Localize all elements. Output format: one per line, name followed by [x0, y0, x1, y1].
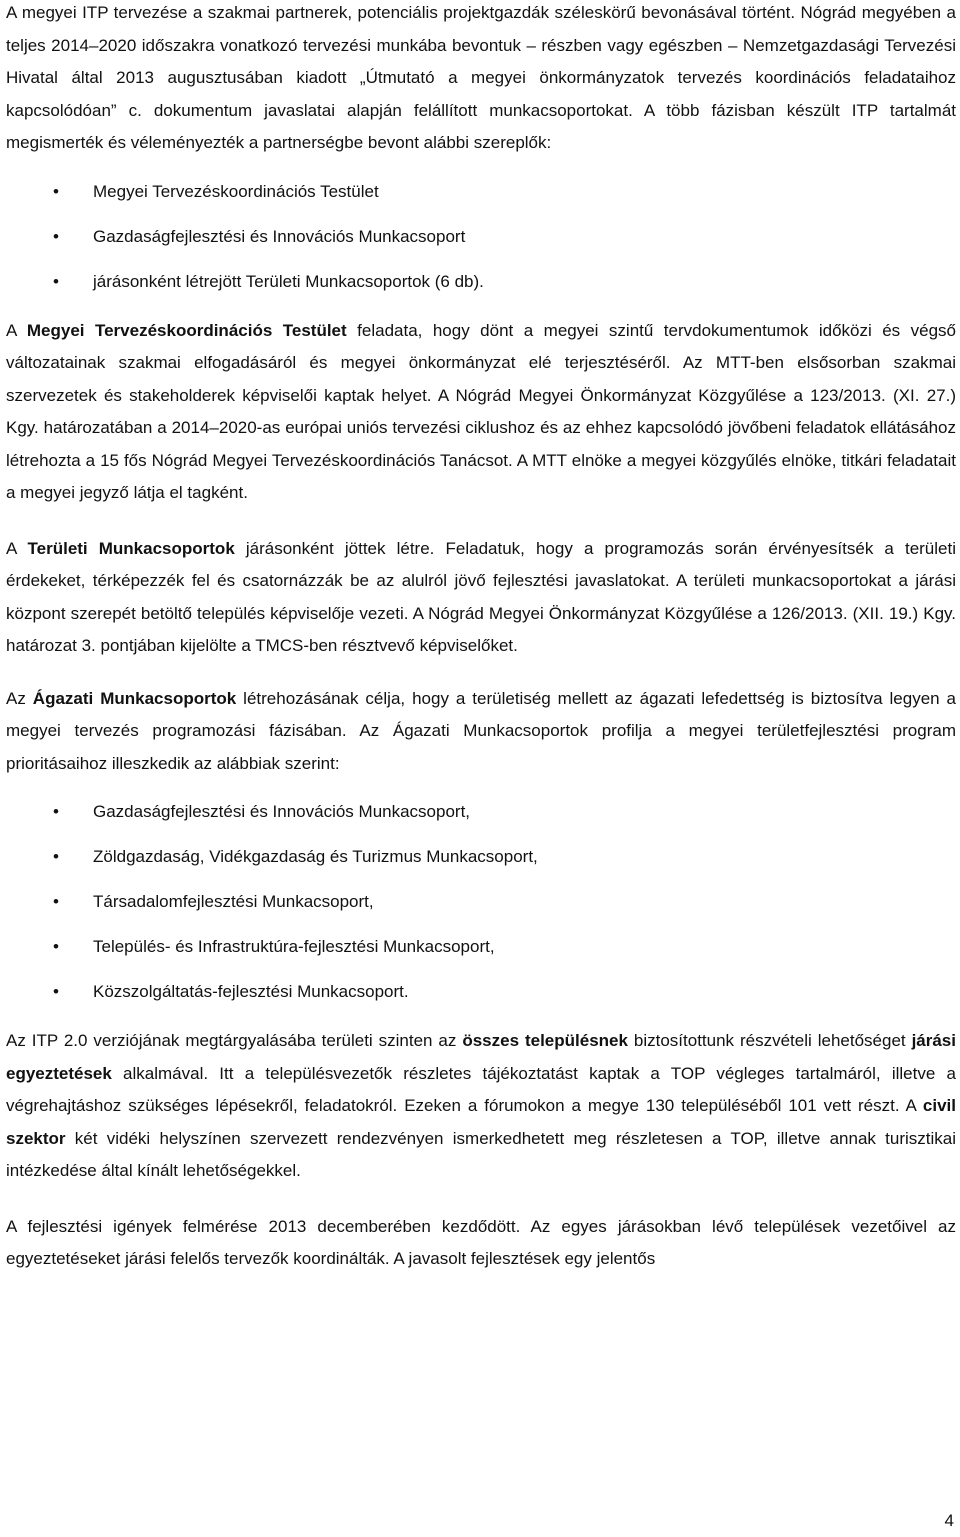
bullet-icon: • [53, 847, 59, 866]
paragraph-text: biztosítottunk részvételi lehetőséget [627, 1031, 912, 1050]
paragraph-text: Az [6, 688, 33, 708]
list-item-text: Közszolgáltatás-fejlesztési Munkacsoport. [93, 982, 409, 1001]
paragraph-text: A fejlesztési igények felmérése 2013 decemberében kezdődött. Az egyes járásokban lévő települések vezetőivel az egyeztetéseket járási felelős tervezők koordinálták. A javasolt fejlesztések egy jelentős [6, 1216, 956, 1268]
document-page [6, 0, 956, 1276]
bullet-icon: • [53, 181, 59, 201]
bold-term: Megyei Tervezéskoordinációs Testület [26, 320, 347, 340]
bold-term: Ágazati Munkacsoportok [32, 688, 237, 708]
list-item [6, 259, 956, 304]
bullet-icon: • [53, 271, 59, 291]
bullet-icon: • [53, 226, 59, 246]
list-item-text: Gazdaságfejlesztési és Innovációs Munkacsoport [93, 226, 466, 246]
paragraph-text: A megyei ITP tervezése a szakmai partnerek, potenciális projektgazdák széleskörű bevonásával történt. Nógrád megyében a teljes 2014–2020 időszakra vonatkozó tervezési munkába bevontuk – részben vagy egészben – Nemzetgazdasági Tervezési Hivatal által 2013 augusztusában kiadott „Útmutató a megyei önkormányzatok tervezés koordinációs feladataihoz kapcsolódóan” c. dokumentum javaslatai alapján felállított munkacsoportokat. A több fázisban készült ITP tartalmát megismerték és véleményezték a partnerségbe bevont alábbi szereplők: [6, 3, 956, 152]
paragraph-text: alkalmával. Itt a településvezetők részletes tájékoztatást kaptak a TOP végleges tartalmáról, illetve a végrehajtáshoz szükséges lépésekről, feladatokról. Ezeken a fórumokon a megye 130 településéből 101 vett részt. A [6, 1063, 956, 1115]
paragraph-itp-consultation [6, 1025, 956, 1188]
list-item [6, 169, 956, 214]
bullet-icon: • [53, 802, 59, 821]
list-item [6, 834, 956, 879]
list-item [6, 214, 956, 259]
paragraph-text: két vidéki helyszínen szervezett rendezvényen ismerkedhetett meg részletesen a TOP, illetve annak turisztikai intézkedése által kínált lehetőségekkel. [6, 1128, 956, 1180]
paragraph-partnership-intro [6, 0, 956, 160]
paragraph-text: járásonként jöttek létre. Feladatuk, hogy a programozás során érvényesítsék a területi érdekeket, térképezzék fel és csatornázzák be az alulról jövő fejlesztési javaslatokat. A területi munkacsoportokat a járási központ szerepét betöltő település képviselője vezeti. A Nógrád Megyei Önkormányzat Közgyűlése a 126/2013. (XII. 19.) Kgy. határozat 3. pontjában kijelölte a TMCS-ben résztvevő képviselőket. [6, 538, 956, 655]
list-item [6, 789, 956, 834]
bold-term: civil szektor [6, 1096, 956, 1148]
paragraph-text: feladata, hogy dönt a megyei szintű tervdokumentumok időközi és végső változatainak szakmai elfogadásáról és megyei önkormányzat elé terjesztéséről. Az MTT-ben elsősorban szakmai szervezetek és stakeholderek képviselői kaptak helyet. A Nógrád Megyei Önkormányzat Közgyűlése a 123/2013. (XI. 27.) Kgy. határozatában a 2014–2020-as európai uniós tervezési ciklushoz és az ehhez kapcsolódó jövőbeni feladatok ellátásához létrehozta a 15 fős Nógrád Megyei Tervezéskoordinációs Tanácsot. A MTT elnöke a megyei közgyűlés elnöke, titkári feladatait a megyei jegyző látja el tagként. [6, 320, 957, 502]
list-item-text: Gazdaságfejlesztési és Innovációs Munkacsoport, [93, 802, 471, 821]
paragraph-needs-assessment [6, 1211, 956, 1276]
partner-list [6, 169, 956, 304]
paragraph-text: A [6, 538, 28, 558]
list-item [6, 969, 956, 1014]
paragraph-text: Az ITP 2.0 verziójának megtárgyalásába területi szinten az [6, 1031, 463, 1050]
bullet-icon: • [53, 892, 59, 911]
list-item [6, 879, 956, 924]
bullet-icon: • [53, 937, 59, 956]
paragraph-teruleti [6, 533, 956, 663]
paragraph-text: létrehozásának célja, hogy a területiség mellett az ágazati lefedettség is biztosítva legyen a megyei tervezés programozási fázisában. Az Ágazati Munkacsoportok profilja a megyei területfejlesztési program prioritásaihoz illeszkedik az alábbiak szerint: [6, 688, 957, 773]
list-item [6, 924, 956, 969]
paragraph-text: A [6, 320, 27, 340]
list-item-text: járásonként létrejött Területi Munkacsoportok (6 db). [93, 271, 484, 291]
list-item-text: Megyei Tervezéskoordinációs Testület [93, 181, 379, 201]
bullet-icon: • [53, 982, 59, 1001]
page-number: 4 [944, 1511, 954, 1530]
paragraph-agazati [6, 683, 956, 781]
sector-workgroup-list [6, 789, 956, 1014]
bold-term: Területi Munkacsoportok [27, 538, 235, 558]
list-item-text: Település- és Infrastruktúra-fejlesztési Munkacsoport, [93, 937, 495, 956]
bold-term: összes településnek [462, 1031, 628, 1050]
paragraph-mtt [6, 315, 956, 510]
list-item-text: Társadalomfejlesztési Munkacsoport, [93, 892, 374, 911]
bold-term: járási egyeztetések [6, 1031, 956, 1083]
list-item-text: Zöldgazdaság, Vidékgazdaság és Turizmus Munkacsoport, [93, 847, 538, 866]
